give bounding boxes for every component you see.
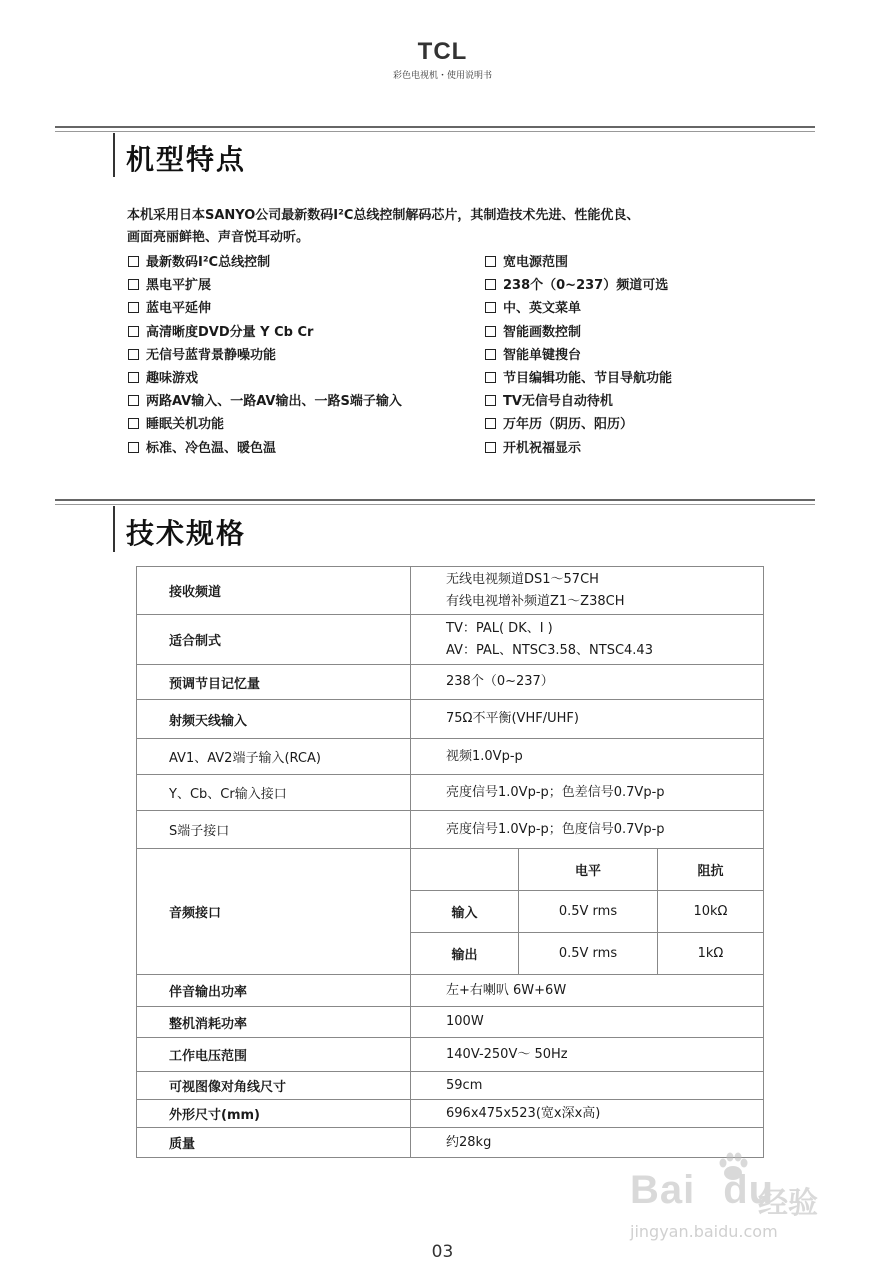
table-row [137,849,764,891]
checkbox-icon [128,279,139,290]
feature-item: 中、英文菜单 [485,297,805,320]
checkbox-icon [128,302,139,313]
checkbox-icon [128,372,139,383]
intro-line: 画面亮丽鲜艳、声音悦耳动听。 [127,230,310,245]
checkbox-icon [128,256,139,267]
section-title-specs: 技术规格 [126,517,247,550]
audio-out-label: 输出 [411,933,519,975]
feature-item: 两路AV输入、一路AV输出、一路S端子输入 [128,390,468,413]
spec-label: 整机消耗功率 [137,1007,411,1038]
table-row [137,811,764,849]
spec-value: 亮度信号1.0Vp-p；色度信号0.7Vp-p [411,811,764,849]
watermark-url: jingyan.baidu.com [630,1222,778,1241]
page-number: 03 [431,1242,454,1262]
checkbox-icon [485,326,496,337]
feature-item: 238个（0~237）频道可选 [485,274,805,297]
section-bar [113,133,115,177]
audio-header-blank [411,849,519,891]
spec-value: 238个（0~237） [411,665,764,700]
spec-value: 100W [411,1007,764,1038]
section-rule [55,499,815,501]
spec-label: 外形尺寸(mm) [137,1100,411,1128]
feature-item: 标准、冷色温、暖色温 [128,437,468,460]
table-row [137,1100,764,1128]
feature-item: 智能单键搜台 [485,344,805,367]
feature-item: 最新数码I²C总线控制 [128,251,468,274]
spec-value: 140V-250V～ 50Hz [411,1038,764,1072]
section-bar [113,506,115,552]
feature-item: 智能画数控制 [485,321,805,344]
feature-item: 高清晰度DVD分量 Y Cb Cr [128,321,468,344]
page-header [0,38,885,81]
checkbox-icon [128,442,139,453]
feature-item: 节目编辑功能、节目导航功能 [485,367,805,390]
checkbox-icon [128,326,139,337]
feature-item: 睡眠关机功能 [128,413,468,436]
spec-value: 视频1.0Vp-p [411,739,764,775]
checkbox-icon [485,302,496,313]
feature-item: TV无信号自动待机 [485,390,805,413]
spec-table [136,566,764,1158]
spec-value: 约28kg [411,1128,764,1158]
checkbox-icon [485,256,496,267]
spec-label: 接收频道 [137,567,411,615]
spec-label: AV1、AV2端子输入(RCA) [137,739,411,775]
feature-item: 万年历（阴历、阳历） [485,413,805,436]
checkbox-icon [128,349,139,360]
audio-in-label: 输入 [411,891,519,933]
feature-item: 黑电平扩展 [128,274,468,297]
audio-in-impedance: 10kΩ [658,891,764,933]
spec-label: 音频接口 [137,849,411,975]
table-row [137,739,764,775]
checkbox-icon [485,442,496,453]
brand-logo: TCL [417,38,468,65]
spec-label: 工作电压范围 [137,1038,411,1072]
section-rule-thin [55,131,815,132]
spec-label: 质量 [137,1128,411,1158]
spec-value: 亮度信号1.0Vp-p；色差信号0.7Vp-p [411,775,764,811]
feature-list-left [128,251,468,460]
table-row [137,1072,764,1100]
spec-value: 696x475x523(宽x深x高) [411,1100,764,1128]
audio-col-impedance: 阻抗 [658,849,764,891]
spec-label: 适合制式 [137,615,411,665]
table-row [137,615,764,665]
watermark-cn: 经验 [758,1186,818,1221]
feature-item: 趣味游戏 [128,367,468,390]
section-title-features: 机型特点 [126,143,247,176]
spec-label: Y、Cb、Cr输入接口 [137,775,411,811]
section-rule-thin [55,504,815,505]
table-row [137,665,764,700]
spec-value: 左+右喇叭 6W+6W [411,975,764,1007]
audio-out-level: 0.5V rms [519,933,658,975]
table-row [137,975,764,1007]
table-row [137,1038,764,1072]
watermark-logo: Bai du [630,1168,775,1212]
audio-out-impedance: 1kΩ [658,933,764,975]
spec-label: 预调节目记忆量 [137,665,411,700]
spec-value: 59cm [411,1072,764,1100]
checkbox-icon [128,418,139,429]
spec-value: 75Ω不平衡(VHF/UHF) [411,700,764,739]
checkbox-icon [485,349,496,360]
checkbox-icon [485,418,496,429]
spec-value: TV：PAL( DK、I ) AV：PAL、NTSC3.58、NTSC4.43 [411,615,764,665]
audio-in-level: 0.5V rms [519,891,658,933]
checkbox-icon [485,395,496,406]
spec-value: 无线电视频道DS1～57CH 有线电视增补频道Z1～Z38CH [411,567,764,615]
section-rule [55,126,815,128]
feature-item: 蓝电平延伸 [128,297,468,320]
spec-label: S端子接口 [137,811,411,849]
checkbox-icon [128,395,139,406]
header-tagline: 彩色电视机・使用说明书 [392,71,492,81]
table-row [137,567,764,615]
feature-item: 宽电源范围 [485,251,805,274]
feature-list-right [485,251,805,460]
checkbox-icon [485,279,496,290]
audio-col-level: 电平 [519,849,658,891]
feature-item: 无信号蓝背景静噪功能 [128,344,468,367]
table-row [137,775,764,811]
intro-line: 本机采用日本SANYO公司最新数码I²C总线控制解码芯片，其制造技术先进、性能优良、 [127,208,640,223]
checkbox-icon [485,372,496,383]
table-row [137,700,764,739]
baidu-watermark [630,1150,840,1250]
table-row [137,1007,764,1038]
feature-item: 开机祝福显示 [485,437,805,460]
intro-paragraph [127,205,777,249]
spec-label: 伴音输出功率 [137,975,411,1007]
spec-label: 射频天线输入 [137,700,411,739]
spec-label: 可视图像对角线尺寸 [137,1072,411,1100]
